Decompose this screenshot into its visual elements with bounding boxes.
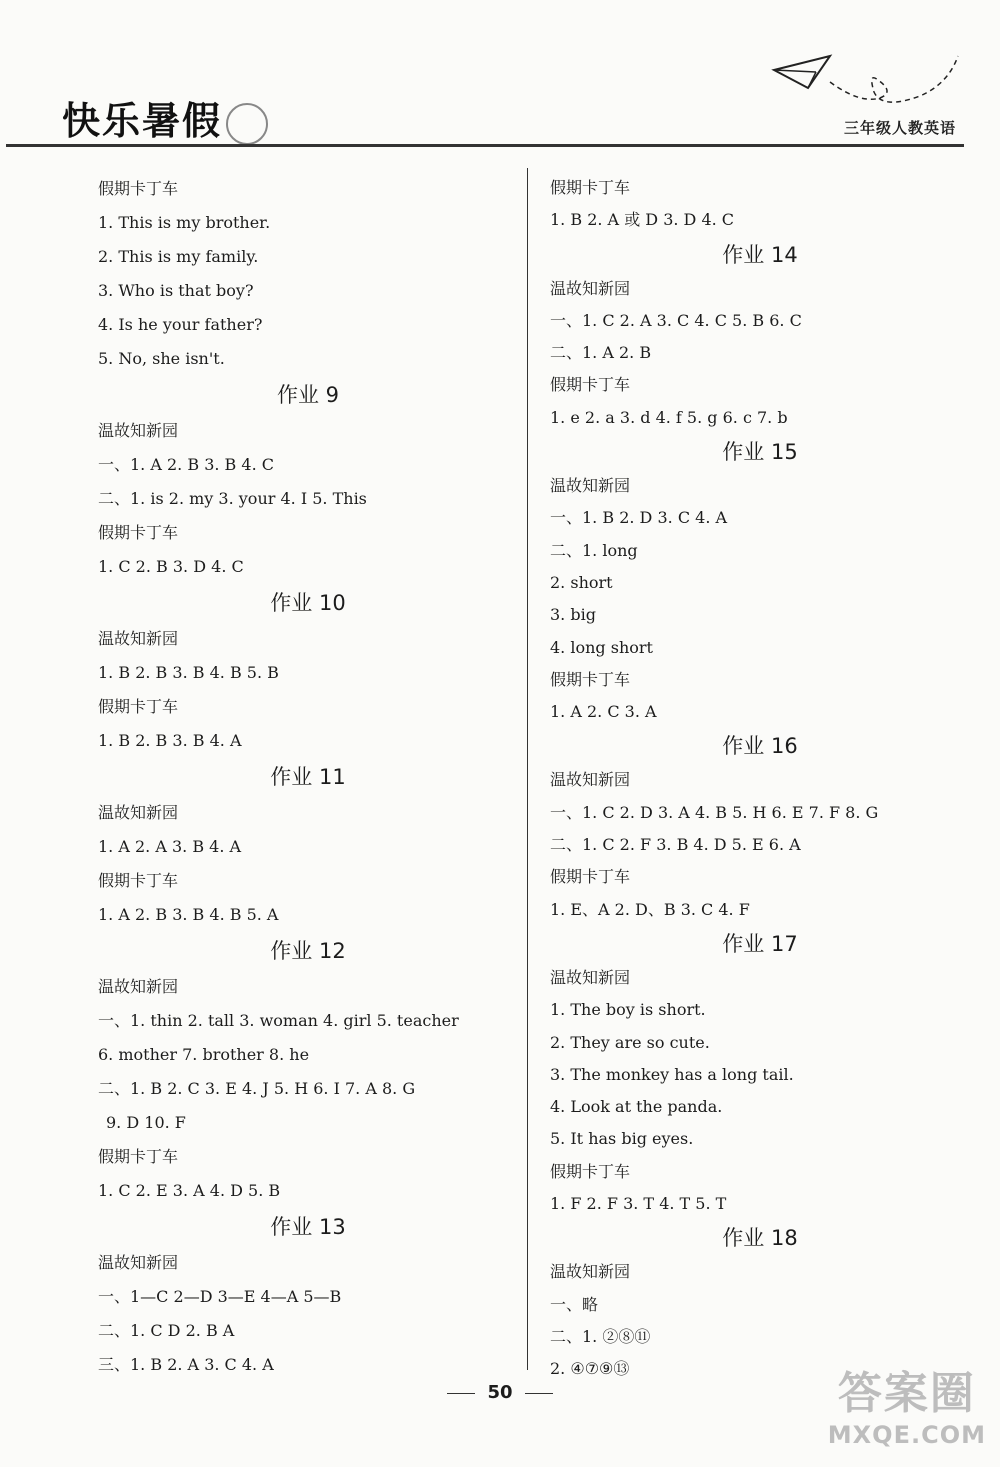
assignment-heading: 作业 13	[270, 1215, 346, 1239]
watermark-url: MXQE.COM	[827, 1421, 986, 1449]
column-divider	[527, 168, 528, 1370]
answer-line: 1. B 2. A 或 D 3. D 4. C	[550, 210, 735, 230]
section-title: 假期卡丁车	[98, 1147, 179, 1166]
assignment-heading: 作业 18	[722, 1226, 798, 1251]
assignment-heading: 作业 14	[722, 242, 798, 267]
section-title: 假期卡丁车	[550, 178, 631, 197]
answer-line: 一、1—C 2—D 3—E 4—A 5—B	[98, 1287, 342, 1306]
answer-line: 4. Is he your father?	[98, 315, 263, 334]
watermark	[828, 1357, 986, 1449]
section-title: 假期卡丁车	[98, 179, 179, 198]
paper-plane-icon	[770, 52, 965, 112]
section-title: 温故知新园	[550, 770, 631, 790]
answer-line: 一、1. thin 2. tall 3. woman 4. girl 5. teacher	[98, 1011, 459, 1030]
answer-line: 二、1. A 2. B	[550, 343, 652, 363]
answer-line: 一、1. C 2. D 3. A 4. B 5. H 6. E 7. F 8. G	[550, 802, 879, 822]
assignment-heading: 作业 10	[270, 591, 346, 615]
answer-line: 1. C 2. E 3. A 4. D 5. B	[98, 1181, 281, 1200]
header-rule	[6, 144, 964, 147]
answer-line: 二、1. C D 2. B A	[98, 1321, 235, 1340]
answer-line: 二、1. long	[550, 540, 638, 560]
book-subtitle: 三年级人教英语	[843, 119, 956, 137]
answer-line: 2. This is my family.	[98, 247, 259, 266]
answer-line: 1. B 2. B 3. B 4. A	[98, 731, 242, 750]
answer-line: 2. They are so cute.	[550, 1032, 710, 1052]
answer-line: 二、1. B 2. C 3. E 4. J 5. H 6. I 7. A 8. G	[98, 1079, 416, 1098]
watermark-logo-text: 答案圈	[837, 1368, 976, 1419]
answer-line: 1. A 2. C 3. A	[550, 702, 657, 722]
answer-line: 1. e 2. a 3. d 4. f 5. g 6. c 7. b	[550, 407, 788, 427]
answer-line: 1. A 2. B 3. B 4. B 5. A	[98, 905, 279, 924]
page-header	[0, 0, 1000, 150]
section-title: 温故知新园	[98, 803, 179, 822]
answer-line: 1. F 2. F 3. T 4. T 5. T	[550, 1194, 727, 1214]
brand-title: 快乐暑假	[62, 99, 223, 143]
section-title: 温故知新园	[550, 1262, 631, 1282]
answer-line: 三、1. B 2. A 3. C 4. A	[98, 1355, 274, 1374]
section-title: 假期卡丁车	[550, 1161, 631, 1181]
section-title: 温故知新园	[98, 629, 179, 648]
answer-line: 二、1. is 2. my 3. your 4. I 5. This	[98, 489, 367, 508]
section-title: 假期卡丁车	[98, 523, 179, 542]
section-title: 假期卡丁车	[550, 669, 631, 689]
answer-line: 一、1. C 2. A 3. C 4. C 5. B 6. C	[550, 310, 802, 330]
answer-line: 3. The monkey has a long tail.	[550, 1064, 794, 1084]
section-title: 温故知新园	[550, 967, 631, 987]
section-title: 温故知新园	[98, 421, 179, 440]
answer-line: 2. short	[550, 572, 613, 592]
section-title: 温故知新园	[98, 977, 179, 996]
section-title: 假期卡丁车	[98, 871, 179, 890]
answer-line: 一、1. A 2. B 3. B 4. C	[98, 455, 274, 474]
brand-logo	[62, 90, 268, 145]
answer-column-right	[550, 172, 970, 1386]
answer-line: 2. ④⑦⑨⑬	[550, 1359, 630, 1379]
assignment-heading: 作业 17	[722, 931, 798, 956]
answer-line: 3. Who is that boy?	[98, 281, 254, 300]
answer-line: 9. D 10. F	[106, 1113, 186, 1132]
answer-line: 一、1. B 2. D 3. C 4. A	[550, 508, 728, 528]
assignment-heading: 作业 16	[722, 734, 798, 759]
answer-line: 二、1. ②⑧⑪	[550, 1326, 651, 1346]
answer-line: 3. big	[550, 605, 596, 625]
section-title: 温故知新园	[98, 1253, 179, 1272]
answer-line: 1. C 2. B 3. D 4. C	[98, 557, 244, 576]
assignment-heading: 作业 9	[276, 383, 340, 407]
section-title: 假期卡丁车	[550, 375, 631, 395]
page-number: 50	[0, 1382, 1000, 1403]
answer-line: 一、略	[550, 1294, 599, 1314]
answer-line: 4. Look at the panda.	[550, 1097, 723, 1117]
section-title: 温故知新园	[550, 278, 631, 298]
assignment-heading: 作业 15	[722, 440, 798, 465]
answer-line: 5. No, she isn't.	[98, 349, 225, 368]
section-title: 温故知新园	[550, 476, 631, 496]
answer-line: 二、1. C 2. F 3. B 4. D 5. E 6. A	[550, 835, 801, 855]
answer-line: 5. It has big eyes.	[550, 1129, 694, 1149]
brand-ring-icon	[226, 103, 268, 145]
answer-line: 1. The boy is short.	[550, 1000, 706, 1020]
answer-line: 1. A 2. A 3. B 4. A	[98, 837, 242, 856]
answer-line: 1. E、A 2. D、B 3. C 4. F	[550, 899, 750, 919]
answer-line: 6. mother 7. brother 8. he	[98, 1045, 310, 1064]
assignment-heading: 作业 11	[270, 765, 346, 789]
answer-column-left	[98, 172, 518, 1382]
answer-line: 1. This is my brother.	[98, 213, 271, 232]
answer-line: 4. long short	[550, 637, 653, 657]
assignment-heading: 作业 12	[270, 939, 346, 963]
section-title: 假期卡丁车	[550, 867, 631, 887]
answer-line: 1. B 2. B 3. B 4. B 5. B	[98, 663, 279, 682]
section-title: 假期卡丁车	[98, 697, 179, 716]
